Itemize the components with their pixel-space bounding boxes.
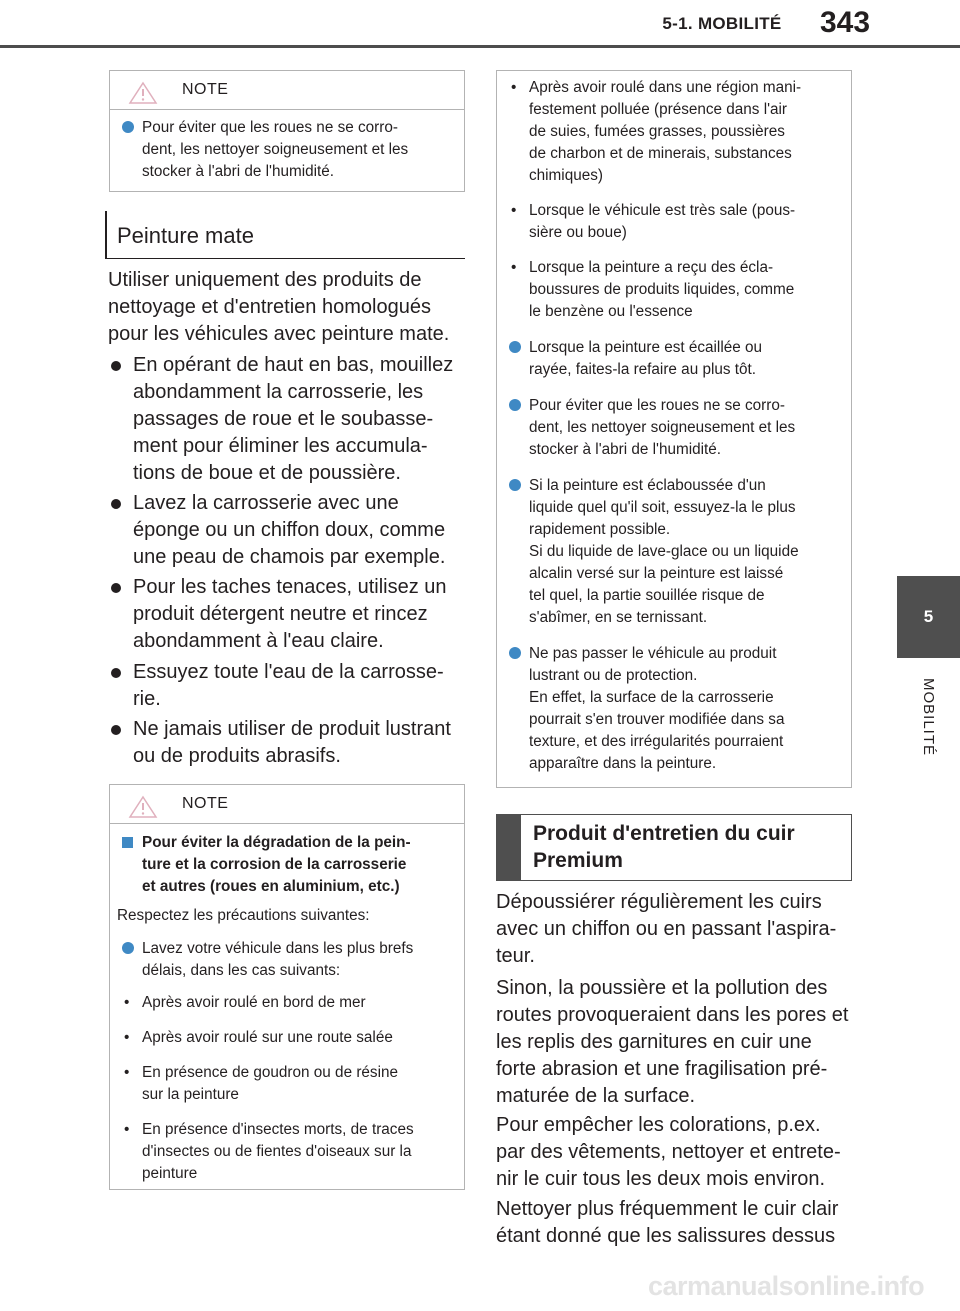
note-box-wheels xyxy=(109,70,465,192)
leather-paragraph: Pour empêcher les colorations, p.ex. par des vêtements, nettoyer et entrete- nir le cuir tous les deux mois environ. xyxy=(496,1114,841,1190)
leather-paragraph: Dépoussiérer régulièrement les cuirs avec un chiffon ou en passant l'aspira- teur. xyxy=(496,891,837,967)
note-header xyxy=(110,785,464,824)
note-subitem: • Après avoir roulé sur une route salée xyxy=(124,1029,393,1046)
note-label: NOTE xyxy=(182,795,229,812)
heading-bar xyxy=(497,815,521,880)
note-box-continued xyxy=(496,70,852,788)
note-subitem: • En présence de goudron ou de résine sur la peinture xyxy=(124,1064,398,1103)
note-box-paint xyxy=(109,784,465,1190)
leather-paragraph: Nettoyer plus fréquemment le cuir clair étant donné que les salissures dessus xyxy=(496,1198,839,1247)
leather-title: Produit d'entretien du cuir Premium xyxy=(533,822,795,872)
bullet-icon xyxy=(111,499,121,509)
bullet-dot-icon xyxy=(122,942,134,954)
note-item: Lavez votre véhicule dans les plus brefs délais, dans les cas suivants: xyxy=(116,938,456,982)
section-heading xyxy=(105,211,465,259)
bullet-dot-icon xyxy=(509,647,521,659)
chapter-tab-number: 5 xyxy=(897,576,960,658)
note-subitem: • Lorsque la peinture a reçu des écla- boussures de produits liquides, comme le benzène ou l'essence xyxy=(511,259,795,320)
note-subitem: • En présence d'insectes morts, de traces d'insectes ou de fientes d'oiseaux sur la peinture xyxy=(124,1121,414,1182)
watermark: carmanualsonline.info xyxy=(648,1271,925,1301)
bullet-icon xyxy=(111,725,121,735)
leather-paragraph: Sinon, la poussière et la pollution des routes provoqueraient dans les pores et les replis des garnitures en cuir une forte abrasion et une fragilisation pré- maturée de la surface. xyxy=(496,977,849,1107)
header-rule xyxy=(0,45,960,48)
note-subitem: • Après avoir roulé en bord de mer xyxy=(124,994,366,1011)
note-item: Lorsque la peinture est écaillée ou rayée, faites-la refaire au plus tôt. xyxy=(503,337,843,381)
note-item: Pour éviter que les roues ne se corro- dent, les nettoyer soigneusement et les stocker à l'abri de l'humidité. xyxy=(503,395,843,461)
section-title: Peinture mate xyxy=(117,223,254,248)
note-subitem: • Après avoir roulé dans une région mani- festement polluée (présence dans l'air de suies, fumées grasses, poussières de charbon et de minerais, substances chimiques) xyxy=(511,79,802,184)
bullet-square-icon xyxy=(122,837,133,848)
bullet-item: En opérant de haut en bas, mouillez abondamment la carrosserie, les passages de roue et le soubasse- ment pour éliminer les accumula- tions de boue et de poussière. xyxy=(109,352,493,487)
chapter-tab-label: MOBILITÉ xyxy=(920,677,937,756)
bullet-icon xyxy=(111,361,121,371)
warning-icon xyxy=(128,81,158,105)
warning-icon xyxy=(128,795,158,819)
bullet-dot-icon xyxy=(509,341,521,353)
note-heading: Pour éviter la dégradation de la pein- ture et la corrosion de la carrosserie et autres (roues en aluminium, etc.) xyxy=(116,832,456,898)
bullet-dot-icon xyxy=(509,399,521,411)
bullet-icon xyxy=(111,668,121,678)
bullet-item: Pour les taches tenaces, utilisez un produit détergent neutre et rincez abondamment à l'eau claire. xyxy=(109,574,493,655)
chapter-tab xyxy=(897,662,960,772)
note-subitem: • Lorsque le véhicule est très sale (pous- sière ou boue) xyxy=(511,202,796,241)
section-header: 5-1. MOBILITÉ xyxy=(662,14,782,33)
note-item: Ne pas passer le véhicule au produit lustrant ou de protection. En effet, la surface de la carrosserie pourrait s'en trouver modifiée dans sa texture, et des irrégularités pourraient apparaître dans la peinture. xyxy=(503,643,843,775)
bullet-dot-icon xyxy=(122,121,134,133)
page-number: 343 xyxy=(820,6,871,39)
note-item: Pour éviter que les roues ne se corro- dent, les nettoyer soigneusement et les stocker à l'abri de l'humidité. xyxy=(116,117,456,183)
note-header xyxy=(110,71,464,110)
bullet-item: Essuyez toute l'eau de la carrosse- rie. xyxy=(109,659,493,713)
note-intro: Respectez les précautions suivantes: xyxy=(117,907,370,924)
bullet-dot-icon xyxy=(509,479,521,491)
bullet-item: Lavez la carrosserie avec une éponge ou un chiffon doux, comme une peau de chamois par exemple. xyxy=(109,490,493,571)
bullet-item: Ne jamais utiliser de produit lustrant ou de produits abrasifs. xyxy=(109,716,493,770)
bullet-icon xyxy=(111,583,121,593)
note-label: NOTE xyxy=(182,81,229,98)
note-item: Si la peinture est éclaboussée d'un liquide quel qu'il soit, essuyez-la le plus rapidement possible. Si du liquide de lave-glace ou un liquide alcalin versé sur la peinture est laissé tel quel, la partie souillée risque de s'abîmer, en se ternissant. xyxy=(503,475,843,629)
leather-section-heading xyxy=(496,814,852,881)
intro-paragraph: Utiliser uniquement des produits de nettoyage et d'entretien homologués pour les véhicules avec peinture mate. xyxy=(108,269,450,345)
